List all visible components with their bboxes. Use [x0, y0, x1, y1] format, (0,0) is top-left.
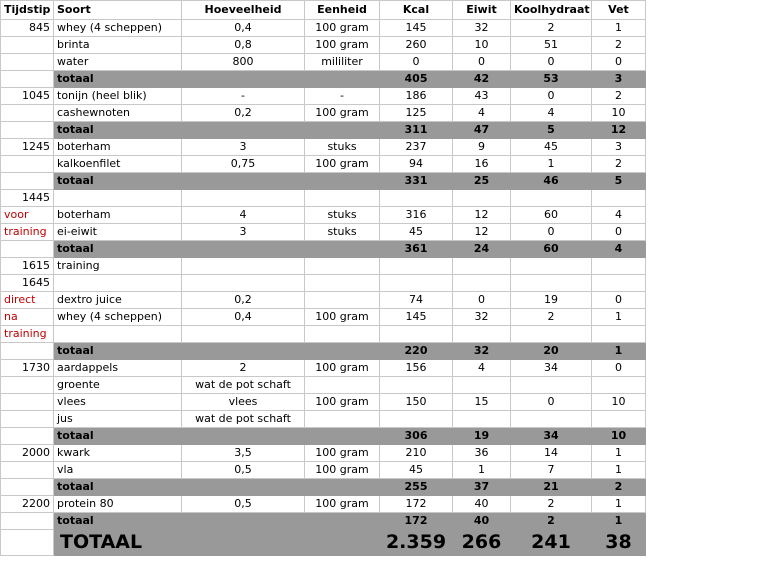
cell-hoeveelheid[interactable] [182, 513, 305, 530]
cell-eenheid[interactable] [305, 343, 380, 360]
cell-hoeveelheid[interactable] [182, 241, 305, 258]
cell-soort[interactable]: vla [54, 462, 182, 479]
cell-hoeveelheid[interactable]: 3 [182, 224, 305, 241]
cell-soort[interactable]: jus [54, 411, 182, 428]
cell-koolhydraat[interactable]: 4 [511, 105, 592, 122]
subtotal-row [1, 513, 646, 530]
header-cell-eenheid[interactable]: Eenheid [305, 1, 380, 20]
cell-soort[interactable]: groente [54, 377, 182, 394]
cell-soort[interactable]: dextro juice [54, 292, 182, 309]
cell-tijdstip[interactable] [1, 71, 54, 88]
cell-tijdstip[interactable]: 845 [1, 20, 54, 37]
cell-kcal[interactable]: 405 [380, 71, 453, 88]
cell-eenheid[interactable]: 100 gram [305, 360, 380, 377]
cell-hoeveelheid[interactable]: 0,4 [182, 309, 305, 326]
cell-tijdstip[interactable]: 1445 [1, 190, 54, 207]
table-row [1, 309, 646, 326]
cell-kcal[interactable]: 125 [380, 105, 453, 122]
cell-kcal[interactable] [380, 190, 453, 207]
cell-hoeveelheid[interactable] [182, 428, 305, 445]
cell-kcal[interactable]: 260 [380, 37, 453, 54]
cell-hoeveelheid[interactable]: 0,5 [182, 496, 305, 513]
cell-tijdstip[interactable]: 1245 [1, 139, 54, 156]
cell-eenheid[interactable]: 100 gram [305, 105, 380, 122]
cell-soort[interactable]: training [54, 258, 182, 275]
table-row [1, 258, 646, 275]
grand-total-row [1, 530, 646, 556]
table-row [1, 224, 646, 241]
cell-kcal[interactable]: 145 [380, 20, 453, 37]
table-row [1, 445, 646, 462]
cell-kcal[interactable] [380, 326, 453, 343]
cell-eiwit[interactable]: 4 [453, 105, 511, 122]
cell-koolhydraat[interactable]: 2 [511, 309, 592, 326]
cell-koolhydraat[interactable]: 1 [511, 156, 592, 173]
cell-kcal[interactable]: 361 [380, 241, 453, 258]
grand-total-label[interactable]: TOTAAL [54, 530, 380, 556]
cell-kcal[interactable]: 210 [380, 445, 453, 462]
cell-soort[interactable] [54, 275, 182, 292]
header-cell-koolhydraat[interactable]: Koolhydraat [511, 1, 592, 20]
cell-eenheid[interactable]: 100 gram [305, 156, 380, 173]
cell-eenheid[interactable]: 100 gram [305, 37, 380, 54]
cell-koolhydraat[interactable]: 2 [511, 513, 592, 530]
cell-eenheid[interactable] [305, 71, 380, 88]
cell-kcal[interactable]: 172 [380, 513, 453, 530]
cell-eenheid[interactable]: stuks [305, 207, 380, 224]
cell-soort[interactable]: totaal [54, 479, 182, 496]
cell-soort[interactable]: kwark [54, 445, 182, 462]
cell-hoeveelheid[interactable]: wat de pot schaft [182, 377, 305, 394]
cell-vet[interactable]: 2 [592, 37, 646, 54]
cell-eiwit[interactable]: 1 [453, 462, 511, 479]
table-row [1, 411, 646, 428]
cell-koolhydraat[interactable]: 5 [511, 122, 592, 139]
cell-eenheid[interactable]: - [305, 88, 380, 105]
cell-eiwit[interactable]: 42 [453, 71, 511, 88]
cell-koolhydraat[interactable] [511, 190, 592, 207]
cell-eenheid[interactable] [305, 377, 380, 394]
cell-eenheid[interactable] [305, 190, 380, 207]
header-cell-kcal[interactable]: Kcal [380, 1, 453, 20]
cell-eiwit[interactable]: 32 [453, 309, 511, 326]
cell-eenheid[interactable]: 100 gram [305, 496, 380, 513]
cell-eiwit[interactable]: 9 [453, 139, 511, 156]
cell-eenheid[interactable] [305, 275, 380, 292]
cell-eenheid[interactable] [305, 513, 380, 530]
cell-eenheid[interactable]: 100 gram [305, 394, 380, 411]
cell-eenheid[interactable]: 100 gram [305, 445, 380, 462]
cell-eiwit[interactable]: 40 [453, 496, 511, 513]
cell-eenheid[interactable]: stuks [305, 224, 380, 241]
cell-eiwit[interactable] [453, 326, 511, 343]
cell-vet[interactable]: 2 [592, 156, 646, 173]
cell-soort[interactable]: totaal [54, 428, 182, 445]
cell-eenheid[interactable] [305, 173, 380, 190]
cell-soort[interactable]: ei-eiwit [54, 224, 182, 241]
cell-tijdstip[interactable] [1, 462, 54, 479]
cell-koolhydraat[interactable]: 2 [511, 20, 592, 37]
cell-vet[interactable]: 4 [592, 241, 646, 258]
cell-tijdstip[interactable]: 1615 [1, 258, 54, 275]
cell-vet[interactable]: 1 [592, 20, 646, 37]
cell-soort[interactable]: totaal [54, 513, 182, 530]
cell-kcal[interactable] [380, 411, 453, 428]
cell-soort[interactable]: boterham [54, 139, 182, 156]
table-row [1, 360, 646, 377]
cell-eiwit[interactable]: 19 [453, 428, 511, 445]
cell-soort[interactable]: tonijn (heel blik) [54, 88, 182, 105]
cell-eenheid[interactable] [305, 258, 380, 275]
cell-vet[interactable] [592, 275, 646, 292]
cell-vet[interactable]: 1 [592, 462, 646, 479]
cell-hoeveelheid[interactable]: vlees [182, 394, 305, 411]
cell-eenheid[interactable]: 100 gram [305, 309, 380, 326]
cell-tijdstip[interactable]: training [1, 224, 54, 241]
cell-koolhydraat[interactable]: 0 [511, 224, 592, 241]
cell-kcal[interactable]: 220 [380, 343, 453, 360]
cell-koolhydraat[interactable]: 19 [511, 292, 592, 309]
cell-soort[interactable]: aardappels [54, 360, 182, 377]
cell-vet[interactable]: 0 [592, 292, 646, 309]
cell-soort[interactable] [54, 190, 182, 207]
cell-hoeveelheid[interactable]: 3 [182, 139, 305, 156]
cell-koolhydraat[interactable]: 60 [511, 207, 592, 224]
cell-hoeveelheid[interactable]: - [182, 88, 305, 105]
cell-hoeveelheid[interactable] [182, 326, 305, 343]
cell-hoeveelheid[interactable]: 800 [182, 54, 305, 71]
table-row [1, 20, 646, 37]
cell-koolhydraat[interactable]: 34 [511, 360, 592, 377]
cell-hoeveelheid[interactable]: wat de pot schaft [182, 411, 305, 428]
cell-soort[interactable]: whey (4 scheppen) [54, 309, 182, 326]
cell-hoeveelheid[interactable]: 0,5 [182, 462, 305, 479]
cell-kcal[interactable]: 331 [380, 173, 453, 190]
cell-hoeveelheid[interactable]: 0,75 [182, 156, 305, 173]
table-row [1, 105, 646, 122]
subtotal-row [1, 428, 646, 445]
grand-total-kcal[interactable]: 2.359 [380, 530, 453, 556]
cell-eenheid[interactable]: 100 gram [305, 462, 380, 479]
cell-vet[interactable] [592, 411, 646, 428]
header-row [1, 1, 646, 20]
cell-vet[interactable]: 4 [592, 207, 646, 224]
cell-tijdstip[interactable] [1, 479, 54, 496]
cell-vet[interactable]: 2 [592, 88, 646, 105]
cell-kcal[interactable]: 156 [380, 360, 453, 377]
cell-eiwit[interactable]: 24 [453, 241, 511, 258]
cell-kcal[interactable]: 306 [380, 428, 453, 445]
cell-soort[interactable]: protein 80 [54, 496, 182, 513]
table-row [1, 326, 646, 343]
cell-vet[interactable]: 1 [592, 445, 646, 462]
cell-vet[interactable] [592, 190, 646, 207]
cell-koolhydraat[interactable]: 53 [511, 71, 592, 88]
cell-eiwit[interactable]: 16 [453, 156, 511, 173]
cell-hoeveelheid[interactable] [182, 71, 305, 88]
cell-tijdstip[interactable] [1, 105, 54, 122]
cell-tijdstip[interactable] [1, 54, 54, 71]
cell-koolhydraat[interactable] [511, 411, 592, 428]
subtotal-row [1, 343, 646, 360]
cell-soort[interactable]: totaal [54, 241, 182, 258]
cell-vet[interactable]: 10 [592, 428, 646, 445]
cell-vet[interactable]: 10 [592, 394, 646, 411]
cell-soort[interactable]: kalkoenfilet [54, 156, 182, 173]
cell-eenheid[interactable]: mililiter [305, 54, 380, 71]
table-row [1, 207, 646, 224]
cell-eiwit[interactable] [453, 190, 511, 207]
cell-hoeveelheid[interactable]: 0,8 [182, 37, 305, 54]
cell-eiwit[interactable]: 0 [453, 292, 511, 309]
cell-vet[interactable]: 3 [592, 139, 646, 156]
cell-soort[interactable]: vlees [54, 394, 182, 411]
cell-eenheid[interactable] [305, 428, 380, 445]
cell-koolhydraat[interactable]: 0 [511, 394, 592, 411]
cell-kcal[interactable]: 311 [380, 122, 453, 139]
subtotal-row [1, 241, 646, 258]
header-cell-tijdstip[interactable]: Tijdstip [1, 1, 54, 20]
cell-eiwit[interactable]: 37 [453, 479, 511, 496]
cell-vet[interactable]: 0 [592, 360, 646, 377]
cell-eenheid[interactable] [305, 122, 380, 139]
header-cell-vet[interactable]: Vet [592, 1, 646, 20]
cell-kcal[interactable]: 145 [380, 309, 453, 326]
cell-eiwit[interactable]: 32 [453, 20, 511, 37]
table-row [1, 496, 646, 513]
cell-soort[interactable]: totaal [54, 173, 182, 190]
cell-koolhydraat[interactable] [511, 275, 592, 292]
cell-koolhydraat[interactable]: 20 [511, 343, 592, 360]
cell-eiwit[interactable]: 0 [453, 54, 511, 71]
cell-koolhydraat[interactable] [511, 326, 592, 343]
cell-koolhydraat[interactable]: 21 [511, 479, 592, 496]
header-cell-hoeveelheid[interactable]: Hoeveelheid [182, 1, 305, 20]
subtotal-row [1, 122, 646, 139]
cell-eiwit[interactable]: 32 [453, 343, 511, 360]
cell-koolhydraat[interactable]: 51 [511, 37, 592, 54]
table-row [1, 190, 646, 207]
cell-vet[interactable]: 0 [592, 224, 646, 241]
cell-tijdstip[interactable] [1, 122, 54, 139]
cell-vet[interactable]: 1 [592, 513, 646, 530]
table-row [1, 377, 646, 394]
cell-kcal[interactable]: 0 [380, 54, 453, 71]
cell-tijdstip[interactable] [1, 156, 54, 173]
table-row [1, 37, 646, 54]
cell-vet[interactable]: 5 [592, 173, 646, 190]
cell-tijdstip[interactable]: 2200 [1, 496, 54, 513]
grand-total-eiwit[interactable]: 266 [453, 530, 511, 556]
cell-tijdstip[interactable]: 1645 [1, 275, 54, 292]
cell-eiwit[interactable]: 40 [453, 513, 511, 530]
cell-koolhydraat[interactable] [511, 258, 592, 275]
cell-vet[interactable]: 0 [592, 54, 646, 71]
cell-hoeveelheid[interactable]: 2 [182, 360, 305, 377]
cell-eiwit[interactable] [453, 411, 511, 428]
cell-soort[interactable]: cashewnoten [54, 105, 182, 122]
cell-koolhydraat[interactable]: 45 [511, 139, 592, 156]
cell-eenheid[interactable] [305, 241, 380, 258]
cell-koolhydraat[interactable] [511, 377, 592, 394]
cell-soort[interactable]: water [54, 54, 182, 71]
cell-kcal[interactable] [380, 275, 453, 292]
cell-eiwit[interactable] [453, 258, 511, 275]
cell-tijdstip[interactable] [1, 428, 54, 445]
header-cell-soort[interactable]: Soort [54, 1, 182, 20]
cell-vet[interactable]: 1 [592, 496, 646, 513]
grand-total-vet[interactable]: 38 [592, 530, 646, 556]
cell-kcal[interactable]: 186 [380, 88, 453, 105]
cell-vet[interactable]: 10 [592, 105, 646, 122]
cell-hoeveelheid[interactable]: 0,4 [182, 20, 305, 37]
cell-kcal[interactable] [380, 258, 453, 275]
cell-kcal[interactable]: 150 [380, 394, 453, 411]
cell-eiwit[interactable] [453, 275, 511, 292]
cell-tijdstip[interactable]: na [1, 309, 54, 326]
cell-vet[interactable]: 1 [592, 309, 646, 326]
subtotal-row [1, 173, 646, 190]
grand-total-koolhydraat[interactable]: 241 [511, 530, 592, 556]
cell-soort[interactable]: totaal [54, 343, 182, 360]
cell-vet[interactable] [592, 326, 646, 343]
cell-eenheid[interactable]: 100 gram [305, 20, 380, 37]
cell-soort[interactable]: totaal [54, 122, 182, 139]
cell-tijdstip[interactable] [1, 343, 54, 360]
cell-koolhydraat[interactable]: 46 [511, 173, 592, 190]
cell-kcal[interactable]: 172 [380, 496, 453, 513]
cell-vet[interactable] [592, 258, 646, 275]
cell-kcal[interactable]: 45 [380, 462, 453, 479]
cell-eiwit[interactable] [453, 377, 511, 394]
cell-soort[interactable]: whey (4 scheppen) [54, 20, 182, 37]
table-row [1, 139, 646, 156]
cell-hoeveelheid[interactable] [182, 190, 305, 207]
cell-hoeveelheid[interactable]: 4 [182, 207, 305, 224]
cell-eenheid[interactable] [305, 292, 380, 309]
cell-koolhydraat[interactable]: 0 [511, 54, 592, 71]
cell-tijdstip[interactable]: 1045 [1, 88, 54, 105]
cell-tijdstip[interactable] [1, 530, 54, 556]
cell-soort[interactable]: boterham [54, 207, 182, 224]
subtotal-row [1, 71, 646, 88]
cell-tijdstip[interactable] [1, 173, 54, 190]
subtotal-row [1, 479, 646, 496]
cell-tijdstip[interactable] [1, 377, 54, 394]
cell-tijdstip[interactable] [1, 241, 54, 258]
cell-koolhydraat[interactable]: 60 [511, 241, 592, 258]
table-row [1, 394, 646, 411]
cell-soort[interactable]: totaal [54, 71, 182, 88]
cell-eenheid[interactable] [305, 411, 380, 428]
cell-eiwit[interactable]: 43 [453, 88, 511, 105]
cell-eiwit[interactable]: 15 [453, 394, 511, 411]
cell-tijdstip[interactable]: training [1, 326, 54, 343]
cell-hoeveelheid[interactable] [182, 343, 305, 360]
cell-soort[interactable]: brinta [54, 37, 182, 54]
cell-kcal[interactable]: 45 [380, 224, 453, 241]
cell-eiwit[interactable]: 47 [453, 122, 511, 139]
cell-koolhydraat[interactable]: 34 [511, 428, 592, 445]
cell-kcal[interactable] [380, 377, 453, 394]
cell-vet[interactable]: 1 [592, 343, 646, 360]
header-cell-eiwit[interactable]: Eiwit [453, 1, 511, 20]
cell-kcal[interactable]: 255 [380, 479, 453, 496]
cell-kcal[interactable]: 94 [380, 156, 453, 173]
cell-koolhydraat[interactable]: 2 [511, 496, 592, 513]
cell-soort[interactable] [54, 326, 182, 343]
cell-kcal[interactable]: 74 [380, 292, 453, 309]
cell-vet[interactable] [592, 377, 646, 394]
cell-tijdstip[interactable]: voor [1, 207, 54, 224]
table-row [1, 54, 646, 71]
cell-vet[interactable]: 2 [592, 479, 646, 496]
cell-tijdstip[interactable]: 2000 [1, 445, 54, 462]
cell-hoeveelheid[interactable] [182, 173, 305, 190]
table-row [1, 462, 646, 479]
cell-eiwit[interactable]: 12 [453, 207, 511, 224]
cell-hoeveelheid[interactable] [182, 122, 305, 139]
cell-hoeveelheid[interactable] [182, 275, 305, 292]
cell-tijdstip[interactable] [1, 513, 54, 530]
cell-tijdstip[interactable]: 1730 [1, 360, 54, 377]
table-row [1, 156, 646, 173]
cell-eiwit[interactable]: 4 [453, 360, 511, 377]
table-row [1, 275, 646, 292]
table-row [1, 88, 646, 105]
cell-eenheid[interactable] [305, 479, 380, 496]
cell-eiwit[interactable]: 25 [453, 173, 511, 190]
cell-tijdstip[interactable] [1, 411, 54, 428]
table-row [1, 292, 646, 309]
cell-vet[interactable]: 3 [592, 71, 646, 88]
cell-kcal[interactable]: 237 [380, 139, 453, 156]
cell-hoeveelheid[interactable]: 3,5 [182, 445, 305, 462]
cell-hoeveelheid[interactable]: 0,2 [182, 292, 305, 309]
cell-vet[interactable]: 12 [592, 122, 646, 139]
cell-eiwit[interactable]: 10 [453, 37, 511, 54]
cell-hoeveelheid[interactable] [182, 258, 305, 275]
cell-koolhydraat[interactable]: 14 [511, 445, 592, 462]
cell-tijdstip[interactable] [1, 394, 54, 411]
cell-tijdstip[interactable]: direct [1, 292, 54, 309]
cell-koolhydraat[interactable]: 0 [511, 88, 592, 105]
cell-hoeveelheid[interactable]: 0,2 [182, 105, 305, 122]
cell-hoeveelheid[interactable] [182, 479, 305, 496]
cell-eiwit[interactable]: 36 [453, 445, 511, 462]
cell-eenheid[interactable]: stuks [305, 139, 380, 156]
cell-tijdstip[interactable] [1, 37, 54, 54]
cell-eiwit[interactable]: 12 [453, 224, 511, 241]
cell-kcal[interactable]: 316 [380, 207, 453, 224]
cell-koolhydraat[interactable]: 7 [511, 462, 592, 479]
cell-eenheid[interactable] [305, 326, 380, 343]
